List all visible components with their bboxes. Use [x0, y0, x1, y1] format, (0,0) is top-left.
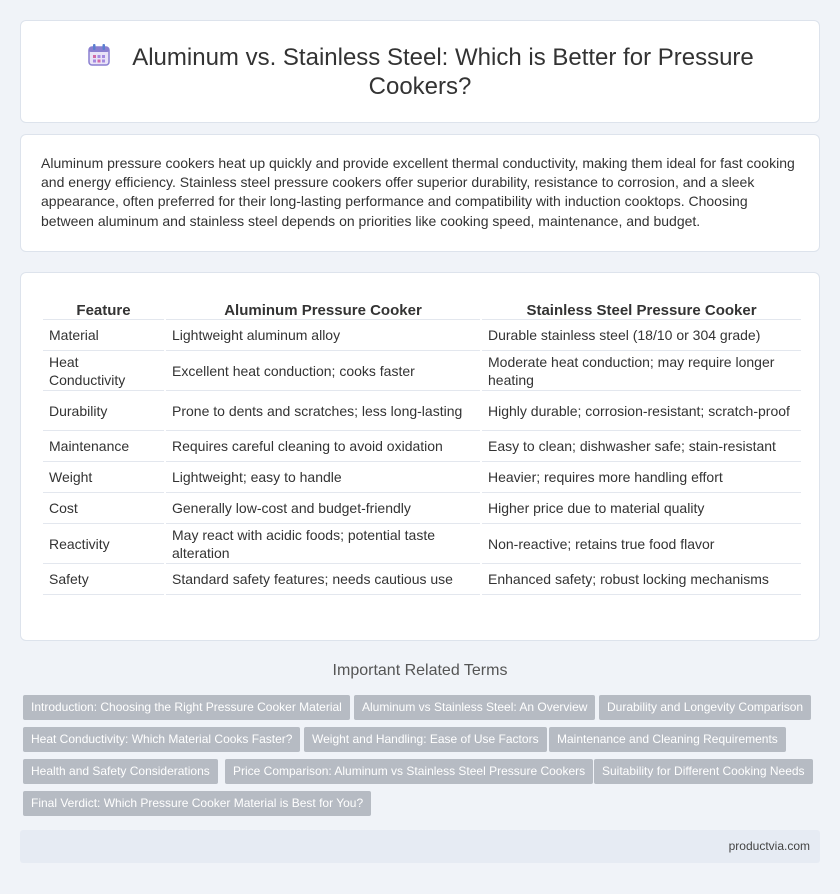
- cell-stainless: Moderate heat conduction; may require longer heating: [482, 351, 801, 391]
- table-row: [43, 564, 801, 595]
- cell-feature: Heat Conductivity: [43, 351, 164, 391]
- column-header-stainless: Stainless Steel Pressure Cooker: [482, 295, 801, 320]
- cell-stainless: Enhanced safety; robust locking mechanisms: [482, 564, 801, 595]
- cell-feature: Durability: [43, 391, 164, 431]
- cell-feature: Safety: [43, 564, 164, 595]
- cell-stainless: Non-reactive; retains true food flavor: [482, 524, 801, 564]
- footer: [20, 830, 820, 863]
- cell-feature: Cost: [43, 493, 164, 524]
- table-row: [43, 524, 801, 564]
- table-row: [43, 462, 801, 493]
- comparison-table-card: [20, 272, 820, 641]
- related-term-tag[interactable]: Weight and Handling: Ease of Use Factors: [304, 727, 547, 752]
- cell-aluminum: Requires careful cleaning to avoid oxidation: [166, 431, 480, 462]
- column-header-feature: Feature: [43, 295, 164, 320]
- table-row: [43, 493, 801, 524]
- table-header-row: [43, 295, 801, 320]
- intro-text: Aluminum pressure cookers heat up quickly and provide excellent thermal conductivity, making them ideal for fast cooking and energy efficiency. Stainless steel pressure cookers offer superior durability, resistance to corrosion, and a sleek appearance, often preferred for their long-lasting performance and compatibility with induction cooktops. Choosing between aluminum and stainless steel depends on priorities like cooking speed, maintenance, and budget.: [41, 155, 795, 229]
- cell-feature: Reactivity: [43, 524, 164, 564]
- cell-aluminum: Lightweight aluminum alloy: [166, 320, 480, 351]
- cell-stainless: Heavier; requires more handling effort: [482, 462, 801, 493]
- cell-feature: Material: [43, 320, 164, 351]
- related-term-tag[interactable]: Suitability for Different Cooking Needs: [594, 759, 813, 784]
- cell-stainless: Higher price due to material quality: [482, 493, 801, 524]
- related-term-tag[interactable]: Aluminum vs Stainless Steel: An Overview: [354, 695, 595, 720]
- related-term-tag[interactable]: Introduction: Choosing the Right Pressure Cooker Material: [23, 695, 350, 720]
- related-terms-title: Important Related Terms: [332, 662, 508, 679]
- cell-stainless: Highly durable; corrosion-resistant; scratch-proof: [482, 391, 801, 431]
- cell-aluminum: Excellent heat conduction; cooks faster: [166, 351, 480, 391]
- related-term-tag[interactable]: Final Verdict: Which Pressure Cooker Material is Best for You?: [23, 791, 371, 816]
- page-title: [61, 43, 779, 101]
- cell-aluminum: Prone to dents and scratches; less long-lasting: [166, 391, 480, 431]
- related-term-tag[interactable]: Durability and Longevity Comparison: [599, 695, 811, 720]
- related-term-tag[interactable]: Price Comparison: Aluminum vs Stainless Steel Pressure Cookers: [225, 759, 593, 784]
- table-row: [43, 391, 801, 431]
- cell-aluminum: Lightweight; easy to handle: [166, 462, 480, 493]
- intro-card: [20, 134, 820, 252]
- cell-feature: Maintenance: [43, 431, 164, 462]
- table-row: [43, 351, 801, 391]
- calendar-icon: [86, 43, 112, 67]
- cell-stainless: Easy to clean; dishwasher safe; stain-resistant: [482, 431, 801, 462]
- cell-stainless: Durable stainless steel (18/10 or 304 grade): [482, 320, 801, 351]
- related-term-tag[interactable]: Maintenance and Cleaning Requirements: [549, 727, 786, 752]
- column-header-aluminum: Aluminum Pressure Cooker: [166, 295, 480, 320]
- footer-site-link[interactable]: productvia.com: [728, 839, 810, 853]
- related-term-tag[interactable]: Health and Safety Considerations: [23, 759, 218, 784]
- table-row: [43, 320, 801, 351]
- related-term-tag[interactable]: Heat Conductivity: Which Material Cooks Faster?: [23, 727, 300, 752]
- comparison-table: [41, 295, 803, 595]
- cell-feature: Weight: [43, 462, 164, 493]
- title-card: [20, 20, 820, 123]
- page-title-text: Aluminum vs. Stainless Steel: Which is Better for Pressure Cookers?: [132, 44, 754, 100]
- cell-aluminum: Generally low-cost and budget-friendly: [166, 493, 480, 524]
- cell-aluminum: Standard safety features; needs cautious use: [166, 564, 480, 595]
- table-row: [43, 431, 801, 462]
- cell-aluminum: May react with acidic foods; potential taste alteration: [166, 524, 480, 564]
